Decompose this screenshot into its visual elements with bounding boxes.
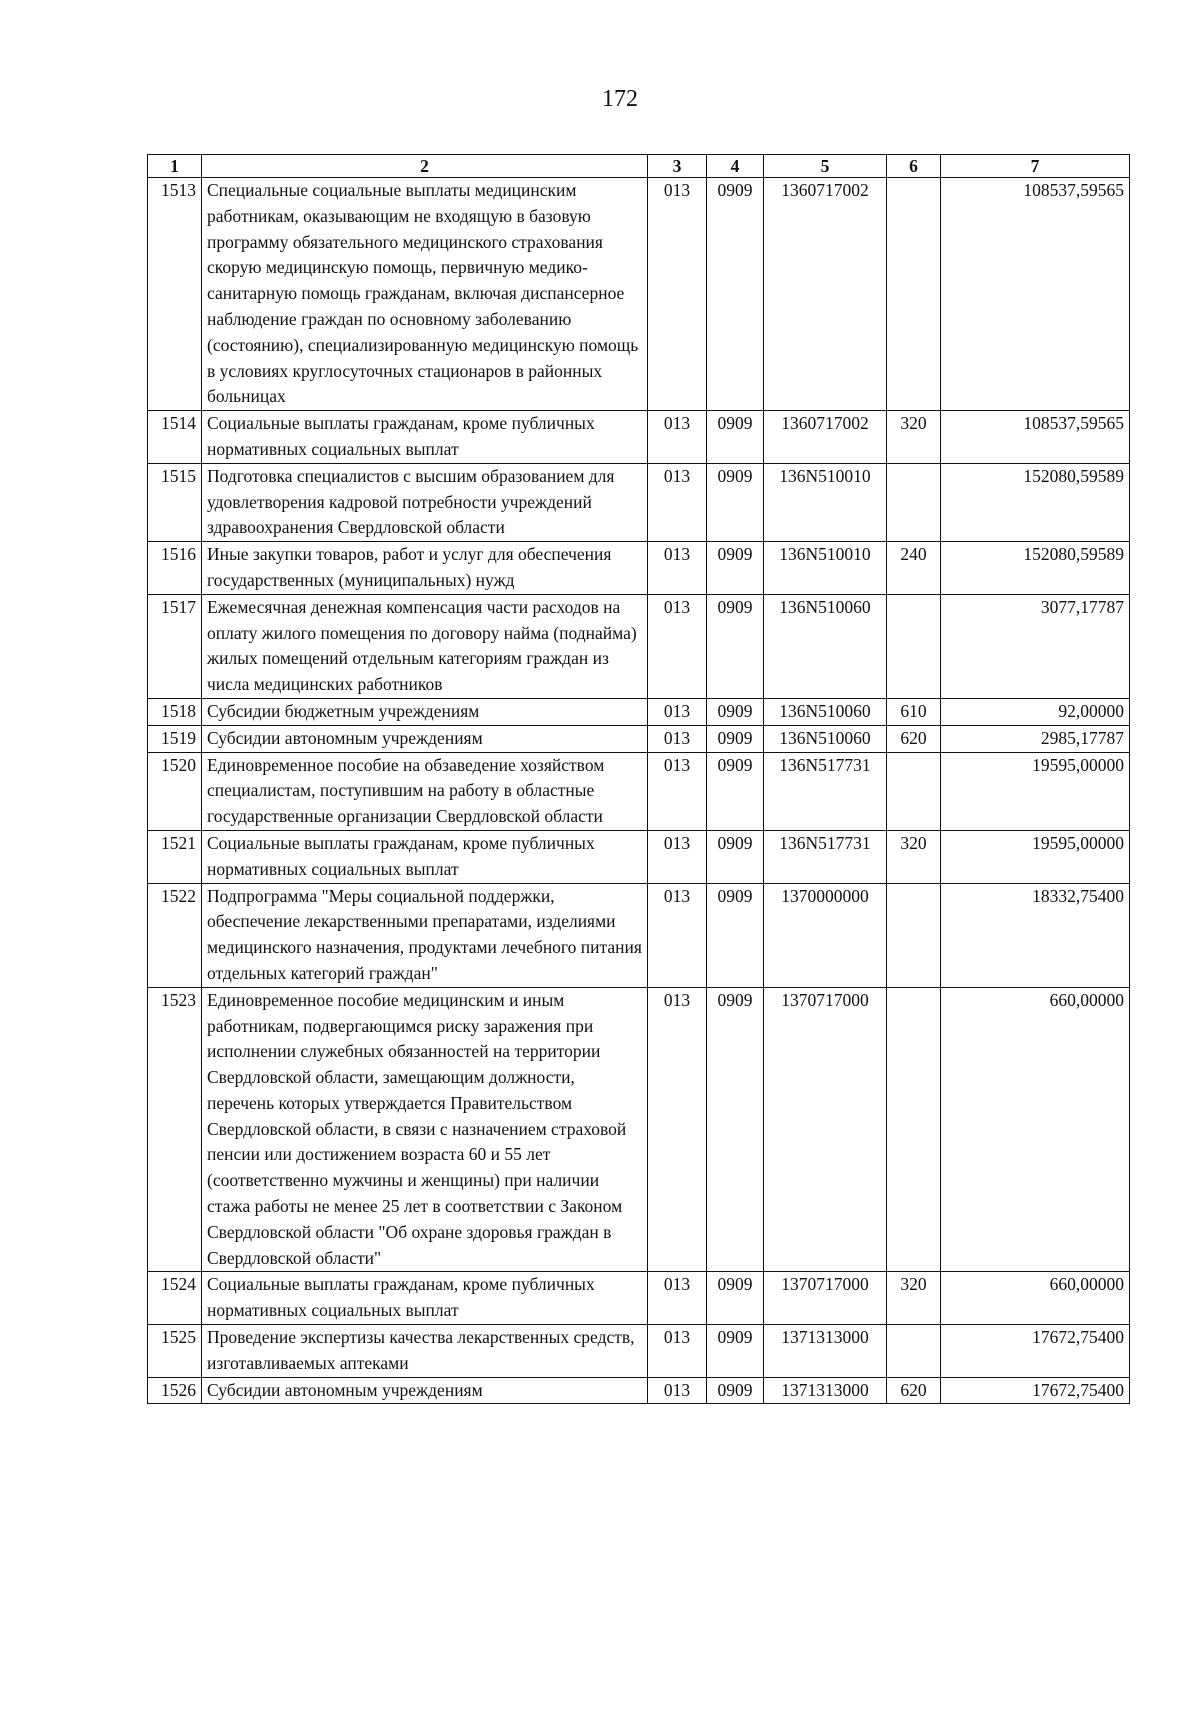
expense-type-code: 240 xyxy=(887,542,941,595)
amount: 108537,59565 xyxy=(941,411,1130,464)
ministry-code: 013 xyxy=(648,987,707,1272)
column-header: 2 xyxy=(202,155,648,178)
row-number: 1523 xyxy=(148,987,202,1272)
table-row xyxy=(148,830,1130,883)
table-row xyxy=(148,1272,1130,1325)
section-code: 0909 xyxy=(707,1325,764,1378)
expense-type-code: 320 xyxy=(887,411,941,464)
section-code: 0909 xyxy=(707,1272,764,1325)
ministry-code: 013 xyxy=(648,1377,707,1404)
expense-type-code: 620 xyxy=(887,725,941,752)
budget-table xyxy=(147,154,1130,1404)
ministry-code: 013 xyxy=(648,698,707,725)
expense-type-code: 320 xyxy=(887,1272,941,1325)
row-number: 1522 xyxy=(148,883,202,987)
table-row xyxy=(148,542,1130,595)
ministry-code: 013 xyxy=(648,830,707,883)
row-number: 1513 xyxy=(148,178,202,411)
section-code: 0909 xyxy=(707,698,764,725)
amount: 3077,17787 xyxy=(941,594,1130,698)
ministry-code: 013 xyxy=(648,1272,707,1325)
row-number: 1526 xyxy=(148,1377,202,1404)
row-name: Специальные социальные выплаты медицинским работникам, оказывающим не входящую в базовую программу обязательного медицинского страхования скорую медицинскую помощь, первичную медико-санитарную помощь гражданам, включая диспансерное наблюдение граждан по основному заболеванию (состоянию), специализированную медицинскую помощь в условиях круглосуточных стационаров в районных больницах xyxy=(202,178,648,411)
expense-type-code xyxy=(887,594,941,698)
target-article-code: 136N510010 xyxy=(764,542,887,595)
row-name: Социальные выплаты гражданам, кроме публичных нормативных социальных выплат xyxy=(202,830,648,883)
expense-type-code: 320 xyxy=(887,830,941,883)
table-row xyxy=(148,1325,1130,1378)
target-article-code: 1370717000 xyxy=(764,1272,887,1325)
table-row xyxy=(148,987,1130,1272)
row-number: 1521 xyxy=(148,830,202,883)
amount: 17672,75400 xyxy=(941,1325,1130,1378)
target-article-code: 1371313000 xyxy=(764,1377,887,1404)
row-name: Подготовка специалистов с высшим образованием для удовлетворения кадровой потребности учреждений здравоохранения Свердловской области xyxy=(202,463,648,541)
section-code: 0909 xyxy=(707,883,764,987)
table-row xyxy=(148,883,1130,987)
amount: 17672,75400 xyxy=(941,1377,1130,1404)
row-number: 1517 xyxy=(148,594,202,698)
ministry-code: 013 xyxy=(648,463,707,541)
row-name: Социальные выплаты гражданам, кроме публичных нормативных социальных выплат xyxy=(202,411,648,464)
column-header: 7 xyxy=(941,155,1130,178)
ministry-code: 013 xyxy=(648,883,707,987)
header-row xyxy=(148,155,1130,178)
row-name: Единовременное пособие на обзаведение хозяйством специалистам, поступившим на работу в областные государственные организации Свердловской области xyxy=(202,752,648,830)
table-row xyxy=(148,752,1130,830)
target-article-code: 136N510060 xyxy=(764,725,887,752)
column-header: 6 xyxy=(887,155,941,178)
target-article-code: 1360717002 xyxy=(764,178,887,411)
table-row xyxy=(148,411,1130,464)
row-number: 1514 xyxy=(148,411,202,464)
table-row xyxy=(148,1377,1130,1404)
row-number: 1516 xyxy=(148,542,202,595)
table-row xyxy=(148,594,1130,698)
target-article-code: 136N510010 xyxy=(764,463,887,541)
row-number: 1515 xyxy=(148,463,202,541)
row-name: Проведение экспертизы качества лекарственных средств, изготавливаемых аптеками xyxy=(202,1325,648,1378)
ministry-code: 013 xyxy=(648,725,707,752)
column-header: 5 xyxy=(764,155,887,178)
column-header: 3 xyxy=(648,155,707,178)
table-row xyxy=(148,725,1130,752)
ministry-code: 013 xyxy=(648,594,707,698)
row-number: 1525 xyxy=(148,1325,202,1378)
section-code: 0909 xyxy=(707,830,764,883)
amount: 19595,00000 xyxy=(941,830,1130,883)
row-name: Единовременное пособие медицинским и иным работникам, подвергающимся риску заражения при исполнении служебных обязанностей на территории Свердловской области, замещающим должности, перечень которых утверждается Правительством Свердловской области, в связи с назначением страховой пенсии или достижением возраста 60 и 55 лет (соответственно мужчины и женщины) при наличии стажа работы не менее 25 лет в соответствии с Законом Свердловской области "Об охране здоровья граждан в Свердловской области" xyxy=(202,987,648,1272)
target-article-code: 1370717000 xyxy=(764,987,887,1272)
expense-type-code xyxy=(887,883,941,987)
target-article-code: 136N517731 xyxy=(764,752,887,830)
row-name: Социальные выплаты гражданам, кроме публичных нормативных социальных выплат xyxy=(202,1272,648,1325)
row-name: Иные закупки товаров, работ и услуг для обеспечения государственных (муниципальных) нужд xyxy=(202,542,648,595)
ministry-code: 013 xyxy=(648,542,707,595)
row-number: 1524 xyxy=(148,1272,202,1325)
section-code: 0909 xyxy=(707,542,764,595)
ministry-code: 013 xyxy=(648,1325,707,1378)
target-article-code: 136N510060 xyxy=(764,594,887,698)
expense-type-code xyxy=(887,752,941,830)
amount: 152080,59589 xyxy=(941,463,1130,541)
section-code: 0909 xyxy=(707,725,764,752)
target-article-code: 1360717002 xyxy=(764,411,887,464)
row-number: 1518 xyxy=(148,698,202,725)
amount: 2985,17787 xyxy=(941,725,1130,752)
column-header: 1 xyxy=(148,155,202,178)
expense-type-code xyxy=(887,178,941,411)
ministry-code: 013 xyxy=(648,752,707,830)
row-number: 1519 xyxy=(148,725,202,752)
ministry-code: 013 xyxy=(648,178,707,411)
row-name: Ежемесячная денежная компенсация части расходов на оплату жилого помещения по договору найма (поднайма) жилых помещений отдельным категориям граждан из числа медицинских работников xyxy=(202,594,648,698)
section-code: 0909 xyxy=(707,594,764,698)
section-code: 0909 xyxy=(707,752,764,830)
section-code: 0909 xyxy=(707,1377,764,1404)
table-row xyxy=(148,463,1130,541)
row-name: Субсидии автономным учреждениям xyxy=(202,725,648,752)
page-number: 172 xyxy=(602,86,638,112)
amount: 18332,75400 xyxy=(941,883,1130,987)
section-code: 0909 xyxy=(707,987,764,1272)
expense-type-code: 620 xyxy=(887,1377,941,1404)
section-code: 0909 xyxy=(707,178,764,411)
row-name: Субсидии автономным учреждениям xyxy=(202,1377,648,1404)
column-header: 4 xyxy=(707,155,764,178)
target-article-code: 136N517731 xyxy=(764,830,887,883)
amount: 152080,59589 xyxy=(941,542,1130,595)
section-code: 0909 xyxy=(707,411,764,464)
target-article-code: 1370000000 xyxy=(764,883,887,987)
amount: 660,00000 xyxy=(941,987,1130,1272)
target-article-code: 1371313000 xyxy=(764,1325,887,1378)
table-row xyxy=(148,698,1130,725)
row-number: 1520 xyxy=(148,752,202,830)
table-row xyxy=(148,178,1130,411)
row-name: Субсидии бюджетным учреждениям xyxy=(202,698,648,725)
section-code: 0909 xyxy=(707,463,764,541)
amount: 19595,00000 xyxy=(941,752,1130,830)
target-article-code: 136N510060 xyxy=(764,698,887,725)
expense-type-code xyxy=(887,1325,941,1378)
expense-type-code xyxy=(887,987,941,1272)
row-name: Подпрограмма "Меры социальной поддержки, обеспечение лекарственными препаратами, изделиями медицинского назначения, продуктами лечебного питания отдельных категорий граждан" xyxy=(202,883,648,987)
amount: 92,00000 xyxy=(941,698,1130,725)
amount: 660,00000 xyxy=(941,1272,1130,1325)
expense-type-code: 610 xyxy=(887,698,941,725)
expense-type-code xyxy=(887,463,941,541)
ministry-code: 013 xyxy=(648,411,707,464)
amount: 108537,59565 xyxy=(941,178,1130,411)
